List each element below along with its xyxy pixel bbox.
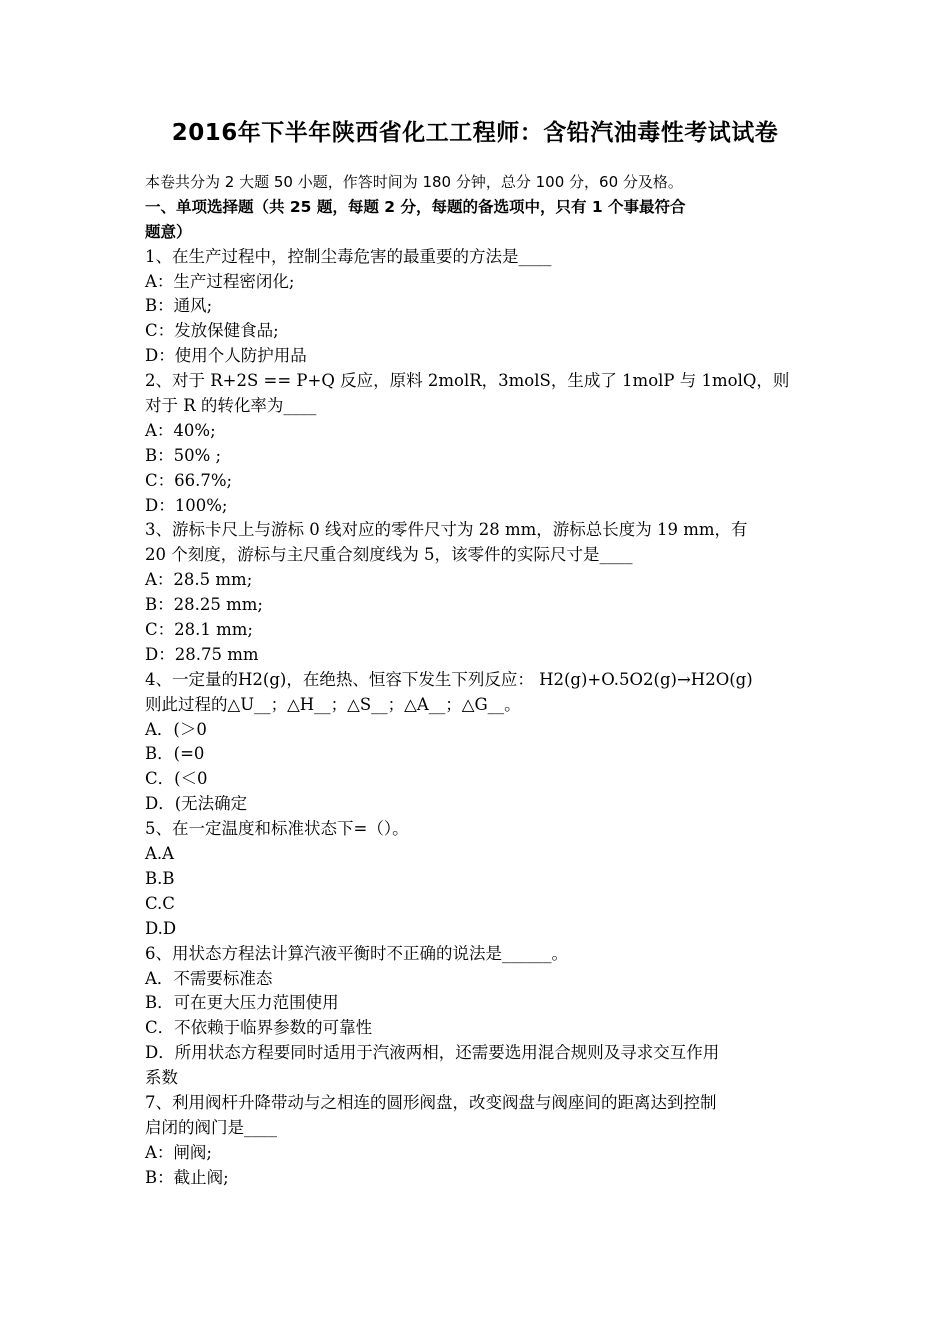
option-a: A．不需要标准态 bbox=[145, 968, 273, 988]
option-d: D：使用个人防护用品 bbox=[145, 346, 307, 366]
option-a: A：生产过程密闭化; bbox=[145, 271, 295, 291]
document-body bbox=[145, 170, 810, 1191]
question-2 bbox=[145, 369, 810, 518]
question-7 bbox=[145, 1091, 810, 1191]
option-b: B．可在更大压力范围使用 bbox=[145, 993, 339, 1013]
option-c: C．(＜0 bbox=[145, 769, 208, 789]
option-d-continued: 系数 bbox=[145, 1068, 178, 1088]
option-b: B：通风; bbox=[145, 296, 213, 316]
option-a: A．(＞0 bbox=[145, 719, 207, 739]
question-stem: 2、对于 R+2S == P+Q 反应，原料 2molR，3molS，生成了 1molP 与 1molQ，则 bbox=[145, 371, 790, 391]
document-title: 2016年下半年陕西省化工工程师：含铅汽油毒性考试试卷 bbox=[171, 120, 779, 146]
option-c: C：28.1 mm; bbox=[145, 620, 253, 640]
option-b: B．(=0 bbox=[145, 744, 205, 764]
option-d: D．(无法确定 bbox=[145, 794, 248, 814]
section-heading-line-1: 一、单项选择题（共 25 题，每题 2 分，每题的备选项中，只有 1 个事最符合 bbox=[145, 197, 686, 216]
question-stem-continued: 20 个刻度，游标与主尺重合刻度线为 5，该零件的实际尺寸是____ bbox=[145, 545, 633, 565]
question-5 bbox=[145, 817, 810, 941]
option-b: B.B bbox=[145, 868, 175, 888]
question-stem: 1、在生产过程中，控制尘毒危害的最重要的方法是____ bbox=[145, 246, 552, 266]
option-b: B：28.25 mm; bbox=[145, 595, 263, 615]
option-a: A：闸阀; bbox=[145, 1142, 212, 1162]
option-c: C．不依赖于临界参数的可靠性 bbox=[145, 1018, 373, 1038]
exam-intro: 本卷共分为 2 大题 50 小题，作答时间为 180 分钟，总分 100 分，60 分及格。 bbox=[145, 173, 683, 191]
option-d: D．所用状态方程要同时适用于汽液两相，还需要选用混合规则及寻求交互作用 bbox=[145, 1043, 720, 1063]
option-b: B：截止阀; bbox=[145, 1167, 229, 1187]
option-c: C.C bbox=[145, 893, 175, 913]
option-a: A.A bbox=[145, 844, 175, 864]
question-stem-continued: 则此过程的△U__；△H__；△S__；△A__；△G__。 bbox=[145, 694, 521, 714]
question-stem: 6、用状态方程法计算汽液平衡时不正确的说法是______。 bbox=[145, 943, 568, 963]
question-stem: 4、一定量的H2(g)，在绝热、恒容下发生下列反应： H2(g)+O.5O2(g)→H2O(g) bbox=[145, 669, 753, 689]
question-stem: 7、利用阀杆升降带动与之相连的圆形阀盘，改变阀盘与阀座间的距离达到控制 bbox=[145, 1092, 717, 1112]
section-heading-line-2: 题意） bbox=[145, 222, 192, 241]
question-3 bbox=[145, 518, 810, 667]
option-c: C：66.7%; bbox=[145, 470, 233, 490]
question-stem: 5、在一定温度和标准状态下=（）。 bbox=[145, 819, 409, 839]
option-a: A：28.5 mm; bbox=[145, 570, 253, 590]
option-d: D：100%; bbox=[145, 495, 228, 515]
option-c: C：发放保健食品; bbox=[145, 321, 279, 341]
question-stem-continued: 对于 R 的转化率为____ bbox=[145, 396, 317, 416]
option-b: B：50% ; bbox=[145, 445, 222, 465]
question-6 bbox=[145, 942, 810, 1091]
question-stem-continued: 启闭的阀门是____ bbox=[145, 1117, 277, 1137]
option-d: D.D bbox=[145, 918, 177, 938]
option-d: D：28.75 mm bbox=[145, 644, 259, 664]
option-a: A：40%; bbox=[145, 420, 216, 440]
question-stem: 3、游标卡尺上与游标 0 线对应的零件尺寸为 28 mm，游标总长度为 19 mm，有 bbox=[145, 520, 748, 540]
question-1 bbox=[145, 245, 810, 369]
question-4 bbox=[145, 668, 810, 817]
